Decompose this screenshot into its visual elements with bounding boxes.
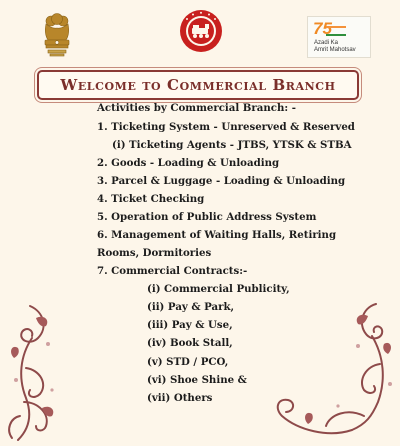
azadi-ka-amrit-mahotsav-logo xyxy=(307,16,371,58)
list-item: 3. Parcel & Luggage - Loading & Unloading xyxy=(97,175,346,187)
tricolor-flag-icon xyxy=(326,26,346,36)
national-emblem-icon xyxy=(40,12,74,60)
list-item: 7. Commercial Contracts:- xyxy=(97,265,248,277)
list-item: 4. Ticket Checking xyxy=(97,193,205,205)
contract-item: (iii) Pay & Use, xyxy=(147,319,233,331)
contract-item: (v) STD / PCO, xyxy=(147,356,229,368)
indian-railways-logo-icon xyxy=(178,8,224,54)
left-corner-flourish-icon xyxy=(0,298,84,446)
list-item: 5. Operation of Public Address System xyxy=(97,211,317,223)
title-banner xyxy=(37,70,359,100)
list-item: 2. Goods - Loading & Unloading xyxy=(97,157,280,169)
contract-item: (i) Commercial Publicity, xyxy=(147,283,290,295)
azadi-logo-line2: Amrit Mahotsav xyxy=(314,47,356,53)
azadi-logo-line1: Azadi Ka xyxy=(314,40,339,46)
page-title: Welcome to Commercial Branch xyxy=(60,76,336,94)
contract-item: (vi) Shoe Shine & xyxy=(147,374,247,386)
list-subitem: (i) Ticketing Agents - JTBS, YTSK & STBA xyxy=(112,139,352,151)
list-item-continued: Rooms, Dormitories xyxy=(97,247,212,259)
list-item: 6. Management of Waiting Halls, Retiring xyxy=(97,229,337,241)
intro-heading: Activities by Commercial Branch: - xyxy=(97,102,296,114)
contract-item: (vii) Others xyxy=(147,392,213,404)
azadi-logo-number: 75 xyxy=(313,19,332,38)
contract-item: (ii) Pay & Park, xyxy=(147,301,235,313)
right-corner-flourish-icon xyxy=(268,298,400,446)
contract-item: (iv) Book Stall, xyxy=(147,337,233,349)
list-item: 1. Ticketing System - Unreserved & Reserved xyxy=(97,121,355,133)
